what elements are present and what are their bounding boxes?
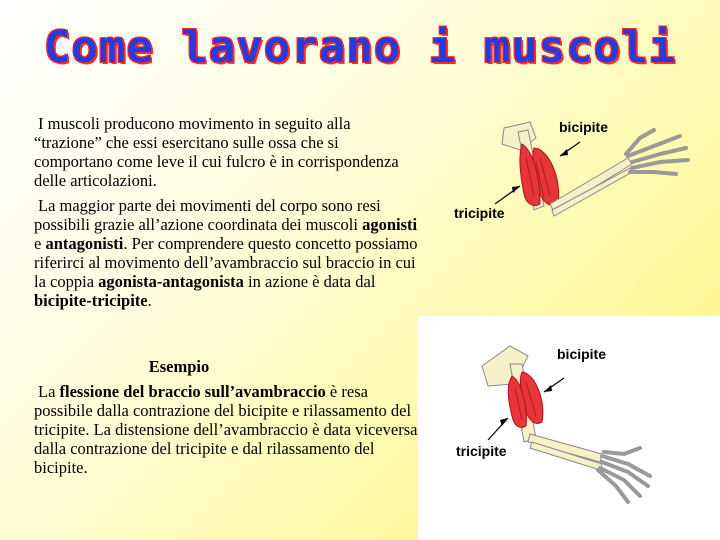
arm-flexed-figure: [418, 316, 720, 540]
arm-extended-figure: [440, 108, 715, 238]
label-bicipite-extended: bicipite: [559, 119, 609, 135]
example-paragraph: [34, 382, 420, 477]
p2-text-5: .: [147, 291, 152, 310]
label-bicipite-flexed: bicipite: [557, 346, 607, 362]
label-tricipite-extended: tricipite: [454, 205, 505, 221]
example-heading: Esempio: [148, 357, 210, 376]
label-tricipite-flexed: tricipite: [456, 443, 507, 459]
p3-text-1: La: [38, 382, 60, 401]
p2-term-agonisti: agonisti: [362, 215, 418, 234]
p2-term-antagonisti: antagonisti: [45, 234, 124, 253]
p2-text-2: e: [34, 234, 46, 253]
p2-term-bicipite-tricipite: bicipite-tricipite: [34, 291, 148, 310]
p2-text-1: La maggior parte dei movimenti del corpo sono resi possibili grazie all’azione coordinata dei muscoli: [34, 196, 381, 234]
p3-term-flessione: flessione del braccio sull’avambraccio: [59, 382, 326, 401]
p2-term-coppia: agonista-antagonista: [98, 272, 244, 291]
p2-text-4: in azione è data dal: [243, 272, 376, 291]
p3-text-2: è resa possibile dalla contrazione del bicipite e rilassamento del tricipite. La distensione dell’avambraccio è data viceversa dalla contrazione del tricipite e dal rilassamento del bicipite.: [34, 382, 418, 477]
p2-text-3: . Per comprendere questo concetto possiamo riferirci al movimento dell’avambraccio sul braccio in cui la coppia: [34, 234, 418, 291]
paragraph-1-text: I muscoli producono movimento in seguito alla “trazione” che essi esercitano sulle ossa che si comportano come leve il cui fulcro è in corrispondenza delle articolazioni.: [34, 114, 399, 190]
page-title: Come lavorano i muscoli: [43, 22, 677, 73]
agonist-paragraph: [34, 196, 420, 310]
intro-paragraph: [34, 114, 420, 190]
